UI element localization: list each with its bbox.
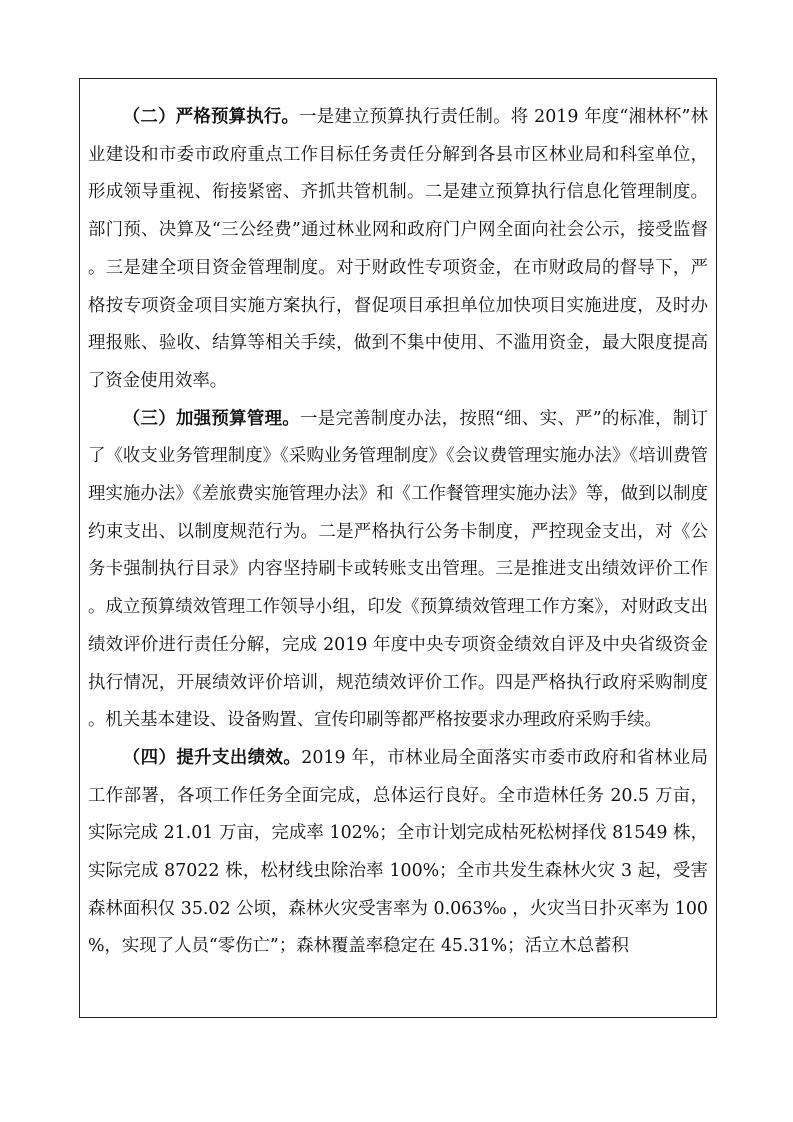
- document-frame: [79, 78, 717, 1018]
- paragraph-heading: （三）加强预算管理。: [122, 408, 301, 429]
- paragraph-budget-execution: [88, 99, 708, 401]
- paragraph-text: 2019 年，市林业局全面落实市委市政府和省林业局工作部署，各项工作任务全面完成，总体运行良好。全市造林任务 20.5 万亩，实际完成 21.01 万亩，完成率 102%；全市计划完成枯死松树择伐 81549 株，实际完成 87022 株，松材线虫除治率 100%；全市共发生森林火灾 3 起，受害森林面积仅 35.02 公顷，森林火灾受害率为 0.063‰ ，火灾当日扑灭率为 100%，实现了人员“零伤亡”；森林覆盖率稳定在 45.31%；活立木总蓄积: [88, 747, 708, 957]
- paragraph-text: 一是完善制度办法，按照“细、实、严”的标准，制订了《收支业务管理制度》《采购业务管理制度》《会议费管理实施办法》《培训费管理实施办法》《差旅费实施管理办法》和《工作餐管理实施办法》等，做到以制度约束支出、以制度规范行为。二是严格执行公务卡制度，严控现金支出，对《公务卡强制执行目录》内容坚持刷卡或转账支出管理。三是推进支出绩效评价工作。成立预算绩效管理工作领导小组，印发《预算绩效管理工作方案》，对财政支出绩效评价进行责任分解，完成 2019 年度中央专项资金绩效自评及中央省级资金执行情况，开展绩效评价培训，规范绩效评价工作。四是严格执行政府采购制度。机关基本建设、设备购置、宣传印刷等都严格按要求办理政府采购手续。: [88, 408, 708, 731]
- document-body: [88, 99, 708, 966]
- paragraph-text: 一是建立预算执行责任制。将 2019 年度“湘林杯”林业建设和市委市政府重点工作目标任务责任分解到各县市区林业局和科室单位，形成领导重视、衔接紧密、齐抓共管机制。二是建立预算执行信息化管理制度。部门预、决算及“三公经费”通过林业网和政府门户网全面向社会公示，接受监督。三是建全项目资金管理制度。对于财政性专项资金，在市财政局的督导下，严格按专项资金项目实施方案执行，督促项目承担单位加快项目实施进度，及时办理报账、验收、结算等相关手续，做到不集中使用、不滥用资金，最大限度提高了资金使用效率。: [88, 107, 708, 391]
- paragraph-budget-management: [88, 401, 708, 740]
- paragraph-heading: （二）严格预算执行。: [122, 107, 300, 127]
- paragraph-heading: （四）提升支出绩效。: [122, 747, 302, 768]
- paragraph-expenditure-performance: [88, 740, 708, 966]
